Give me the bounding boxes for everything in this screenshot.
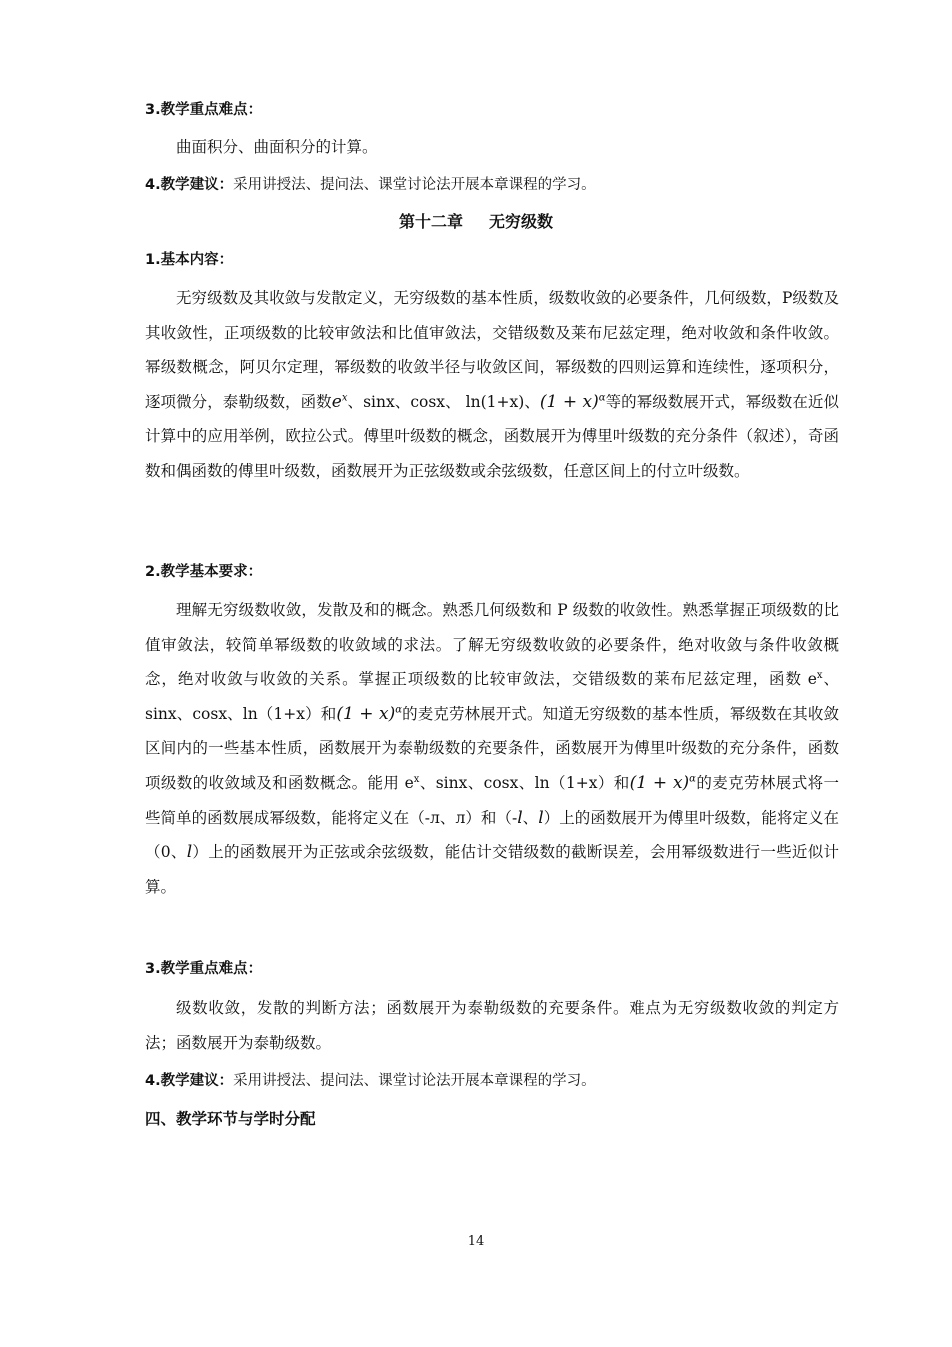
heading-suggestion (145, 1070, 839, 1092)
heading-basic-content: 1.基本内容： (145, 252, 234, 268)
math-binomial-alpha: $(1 + x)^\alpha$ (539, 391, 606, 412)
heading-key-points-top: 3.教学重点难点： (145, 102, 263, 118)
heading-suggestion-top (145, 174, 839, 196)
basic-content-paragraph: 无穷级数及其收敛与发散定义，无穷级数的基本性质，级数收敛的必要条件，几何级数，P级数及其收敛性，正项级数的比较审敛法和比值审敛法，交错级数及莱布尼兹定理，绝对收敛和条件收敛。幂级数概念，阿贝尔定理，幂级数的收敛半径与收敛区间，幂级数的四则运算和连续性，逐项积分，逐项微分，泰勒级数，函数$e^x$、sinx、cosx、 ln(1+x)、$(1 + x)^\alpha$等的幂级数展开式，幂级数在近似计算中的应用举例，欧拉公式。傅里叶级数的概念，函数展开为傅里叶级数的充分条件（叙述），奇函数和偶函数的傅里叶级数，函数展开为正弦级数或余弦级数，任意区间上的付立叶级数。 (145, 289, 839, 480)
section-title: 四、教学环节与学时分配 (145, 1110, 316, 1128)
suggestion-top-text: 采用讲授法、提问法、课堂讨论法开展本章课程的学习。 (233, 177, 596, 193)
suggestion-top-label: 4.教学建议： (145, 177, 234, 193)
math-e-power-x: $e^x$ (331, 391, 348, 412)
key-points-paragraph: 级数收敛，发散的判断方法；函数展开为泰勒级数的充要条件。难点为无穷级数收敛的判定方法；函数展开为泰勒级数。 (145, 999, 839, 1052)
suggestion-text: 采用讲授法、提问法、课堂讨论法开展本章课程的学习。 (233, 1073, 596, 1089)
heading-requirements: 2.教学基本要求： (145, 564, 263, 580)
key-points-top-text: 曲面积分、曲面积分的计算。 (176, 138, 378, 156)
chapter-number: 第十二章 (398, 212, 463, 231)
chapter-title (0, 210, 952, 234)
page-number: 14 (467, 1234, 485, 1249)
math-binomial-alpha-2: $(1 + x)^\alpha$ (336, 703, 403, 724)
heading-key-points: 3.教学重点难点： (145, 961, 263, 977)
requirements-paragraph: 理解无穷级数收敛，发散及和的概念。熟悉几何级数和 P 级数的收敛性。熟悉掌握正项级数的比值审敛法，较简单幂级数的收敛域的求法。了解无穷级数收敛的必要条件，绝对收敛与条件收敛概念，绝对收敛与收敛的关系。掌握正项级数的比较审敛法，交错级数的莱布尼兹定理，函数 $e^x$、sinx、cosx、ln（1+x）和$(1 + x)^\alpha$的麦克劳林展开式。知道无穷级数的基本性质，幂级数在其收敛区间内的一些基本性质，函数展开为泰勒级数的充要条件，函数展开为傅里叶级数的充分条件，函数项级数的收敛域及和函数概念。能用 $e^x$、sinx、cosx、ln（1+x）和$(1 + x)^\alpha$的麦克劳林展式将一些简单的函数展成幂级数，能将定义在（-л、л）和（-l、l）上的函数展开为傅里叶级数，能将定义在（0、l）上的函数展开为正弦或余弦级数，能估计交错级数的截断误差，会用幂级数进行一些近似计算。 (145, 601, 839, 896)
math-binomial-alpha-3: $(1 + x)^\alpha$ (629, 772, 696, 793)
suggestion-label: 4.教学建议： (145, 1073, 234, 1089)
chapter-name: 无穷级数 (489, 212, 554, 231)
